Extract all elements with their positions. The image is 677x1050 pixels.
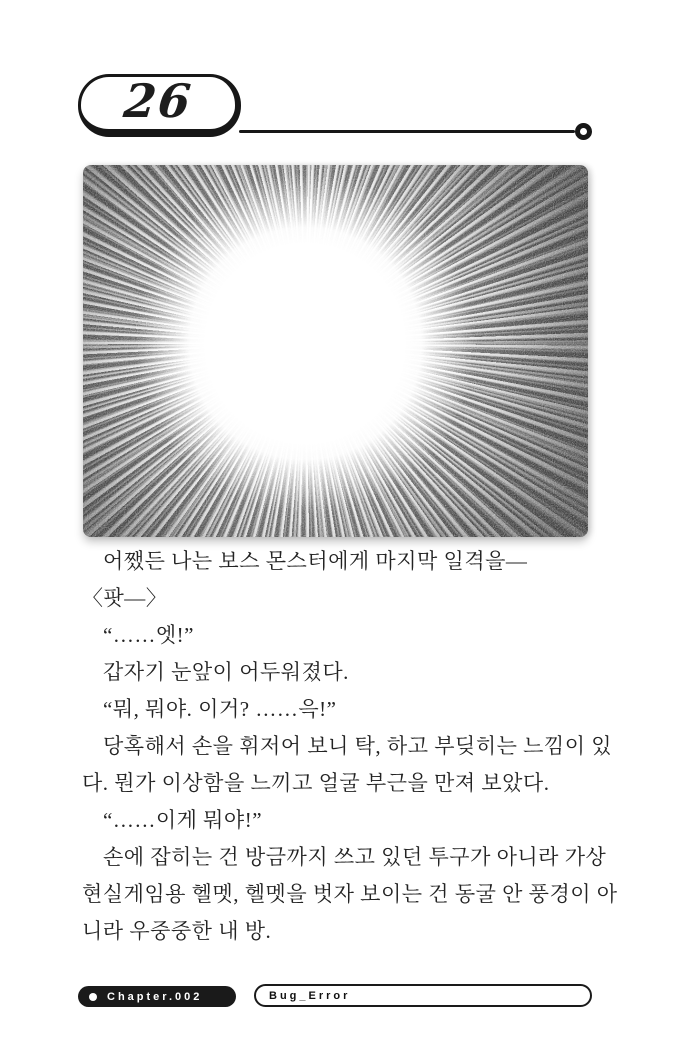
section-badge (254, 984, 592, 1007)
text-line: “……이게 뭐야!” (103, 808, 263, 832)
text-line: 갑자기 눈앞이 어두워졌다. (103, 660, 349, 684)
page-number-badge (78, 74, 241, 137)
text-line: 〈팟―〉 (82, 586, 168, 610)
text-line: 손에 잡히는 건 방금까지 쓰고 있던 투구가 아니라 가상 (103, 845, 607, 869)
decorative-rule-line (239, 130, 575, 133)
bullet-icon (89, 993, 97, 1001)
body-text (82, 543, 618, 950)
page-number: 26 (121, 74, 196, 128)
text-line: “뭐, 뭐야. 이거? ……윽!” (103, 697, 337, 721)
section-label: Bug_Error (269, 989, 351, 1002)
text-line: 당혹해서 손을 휘저어 보니 탁, 하고 부딪히는 느낌이 있 (103, 734, 613, 758)
text-line: 다. 뭔가 이상함을 느끼고 얼굴 부근을 만져 보았다. (82, 771, 550, 795)
text-line: 니라 우중중한 내 방. (82, 919, 272, 943)
rule-end-ring-icon (575, 123, 592, 140)
chapter-badge (78, 986, 236, 1007)
text-line: 어쨌든 나는 보스 몬스터에게 마지막 일격을― (103, 549, 528, 573)
text-line: 현실게임용 헬멧, 헬멧을 벗자 보이는 건 동굴 안 풍경이 아 (82, 882, 618, 906)
chapter-label: Chapter.002 (107, 990, 203, 1003)
light-burst-illustration (83, 165, 588, 537)
burst-rays (83, 165, 588, 537)
text-line: “……엣!” (103, 623, 194, 647)
